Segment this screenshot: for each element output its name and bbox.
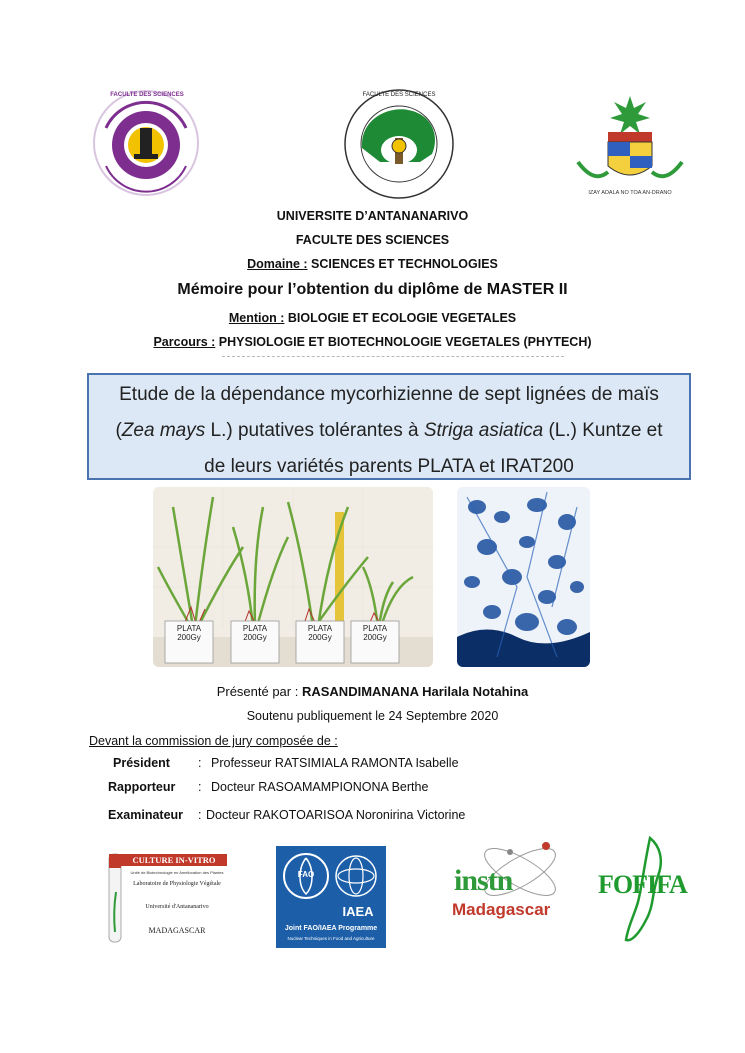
mycorrhiza-microscopy-photo bbox=[457, 487, 590, 667]
iaea-footer-2: Nuclear Techniques in Food and Agriculture bbox=[287, 936, 375, 941]
thesis-title-line-1: Etude de la dépendance mycorhizienne de sept lignées de maïs bbox=[119, 384, 659, 405]
photo-pot-label-2: PLATA 200Gy bbox=[242, 624, 268, 642]
fao-iaea-logo bbox=[276, 846, 386, 948]
university-crest-motto: IZAY ADALA NO TOA AN-DRANO bbox=[588, 190, 672, 196]
defense-date: Soutenu publiquement le 24 Septembre 2020 bbox=[246, 709, 499, 723]
presenter-line bbox=[0, 684, 745, 699]
parcours-label: Parcours : bbox=[153, 335, 216, 349]
fao-text: FAO bbox=[297, 870, 315, 879]
jury-sep-rapporteur: : bbox=[198, 780, 202, 794]
jury-heading: Devant la commission de jury composée de : bbox=[89, 734, 338, 748]
presenter-name: RASANDIMANANA Harilala Notahina bbox=[301, 684, 529, 699]
jury-role-examinateur: Examinateur bbox=[108, 808, 184, 822]
jury-sep-examinateur: : bbox=[198, 808, 202, 822]
faculty-sciences-logo-left bbox=[86, 88, 206, 198]
thesis-title-line-3: de leurs variétés parents PLATA et IRAT200 bbox=[204, 456, 574, 477]
mention-line bbox=[0, 311, 745, 325]
presenter-label: Présenté par : bbox=[216, 684, 302, 699]
domaine-value: SCIENCES ET TECHNOLOGIES bbox=[307, 257, 498, 271]
jury-person-examinateur: Docteur RAKOTOARISOA Noronirina Victorine bbox=[206, 808, 466, 822]
instn-text: instn bbox=[454, 864, 513, 897]
culture-line-2: Laboratoire de Physiologie Végétale bbox=[133, 881, 221, 887]
jury-person-president: Professeur RATSIMIALA RAMONTA Isabelle bbox=[211, 756, 459, 770]
culture-title: CULTURE IN-VITRO bbox=[121, 854, 227, 866]
photo-pot-label-3: PLATA 200Gy bbox=[307, 624, 333, 642]
domaine-label: Domaine : bbox=[247, 257, 308, 271]
parcours-value: PHYSIOLOGIE ET BIOTECHNOLOGIE VEGETALES (PHYTECH) bbox=[215, 335, 592, 349]
culture-line-1: Unité de Biotechnologie en Amélioration des Plantes bbox=[130, 870, 224, 875]
iaea-text: IAEA bbox=[342, 904, 374, 919]
jury-role-rapporteur: Rapporteur bbox=[108, 780, 176, 794]
iaea-footer-1: Joint FAO/IAEA Programme bbox=[284, 925, 378, 932]
faculty-sciences-logo-center bbox=[340, 88, 458, 200]
fofifa-text: FOFIFA bbox=[598, 870, 687, 899]
culture-in-vitro-logo bbox=[107, 852, 229, 946]
thesis-title-line-2: (Zea mays L.) putatives tolérantes à Striga asiatica (L.) Kuntze et bbox=[115, 420, 663, 441]
university-name: UNIVERSITE D’ANTANANARIVO bbox=[276, 209, 469, 223]
photo-pot-label-1: PLATA 200Gy bbox=[176, 624, 202, 642]
domaine-line bbox=[0, 257, 745, 271]
instn-madagascar-text: Madagascar bbox=[452, 900, 551, 919]
memoire-title: Mémoire pour l’obtention du diplôme de MASTER II bbox=[177, 281, 568, 298]
faculty-sciences-logo-center-text: FACULTE DES SCIENCES bbox=[362, 92, 436, 98]
faculty-name: FACULTE DES SCIENCES bbox=[295, 233, 450, 247]
photo-pot-label-4: PLATA 200Gy bbox=[362, 624, 388, 642]
jury-person-rapporteur: Docteur RASOAMAMPIONONA Berthe bbox=[211, 780, 429, 794]
mention-value: BIOLOGIE ET ECOLOGIE VEGETALES bbox=[284, 311, 517, 325]
culture-line-3: Université d'Antananarivo bbox=[145, 904, 209, 910]
parcours-line bbox=[0, 335, 745, 349]
separator-line bbox=[222, 356, 564, 357]
fofifa-logo bbox=[598, 836, 687, 946]
thesis-title-box bbox=[87, 373, 691, 480]
jury-sep-president: : bbox=[198, 756, 202, 770]
mention-label: Mention : bbox=[228, 311, 285, 325]
faculty-sciences-logo-left-text: FACULTE DES SCIENCES bbox=[110, 92, 184, 98]
jury-role-president: Président bbox=[113, 756, 170, 770]
university-crest-logo bbox=[574, 92, 686, 200]
culture-line-4: MADAGASCAR bbox=[148, 926, 206, 935]
instn-madagascar-logo bbox=[440, 832, 562, 948]
